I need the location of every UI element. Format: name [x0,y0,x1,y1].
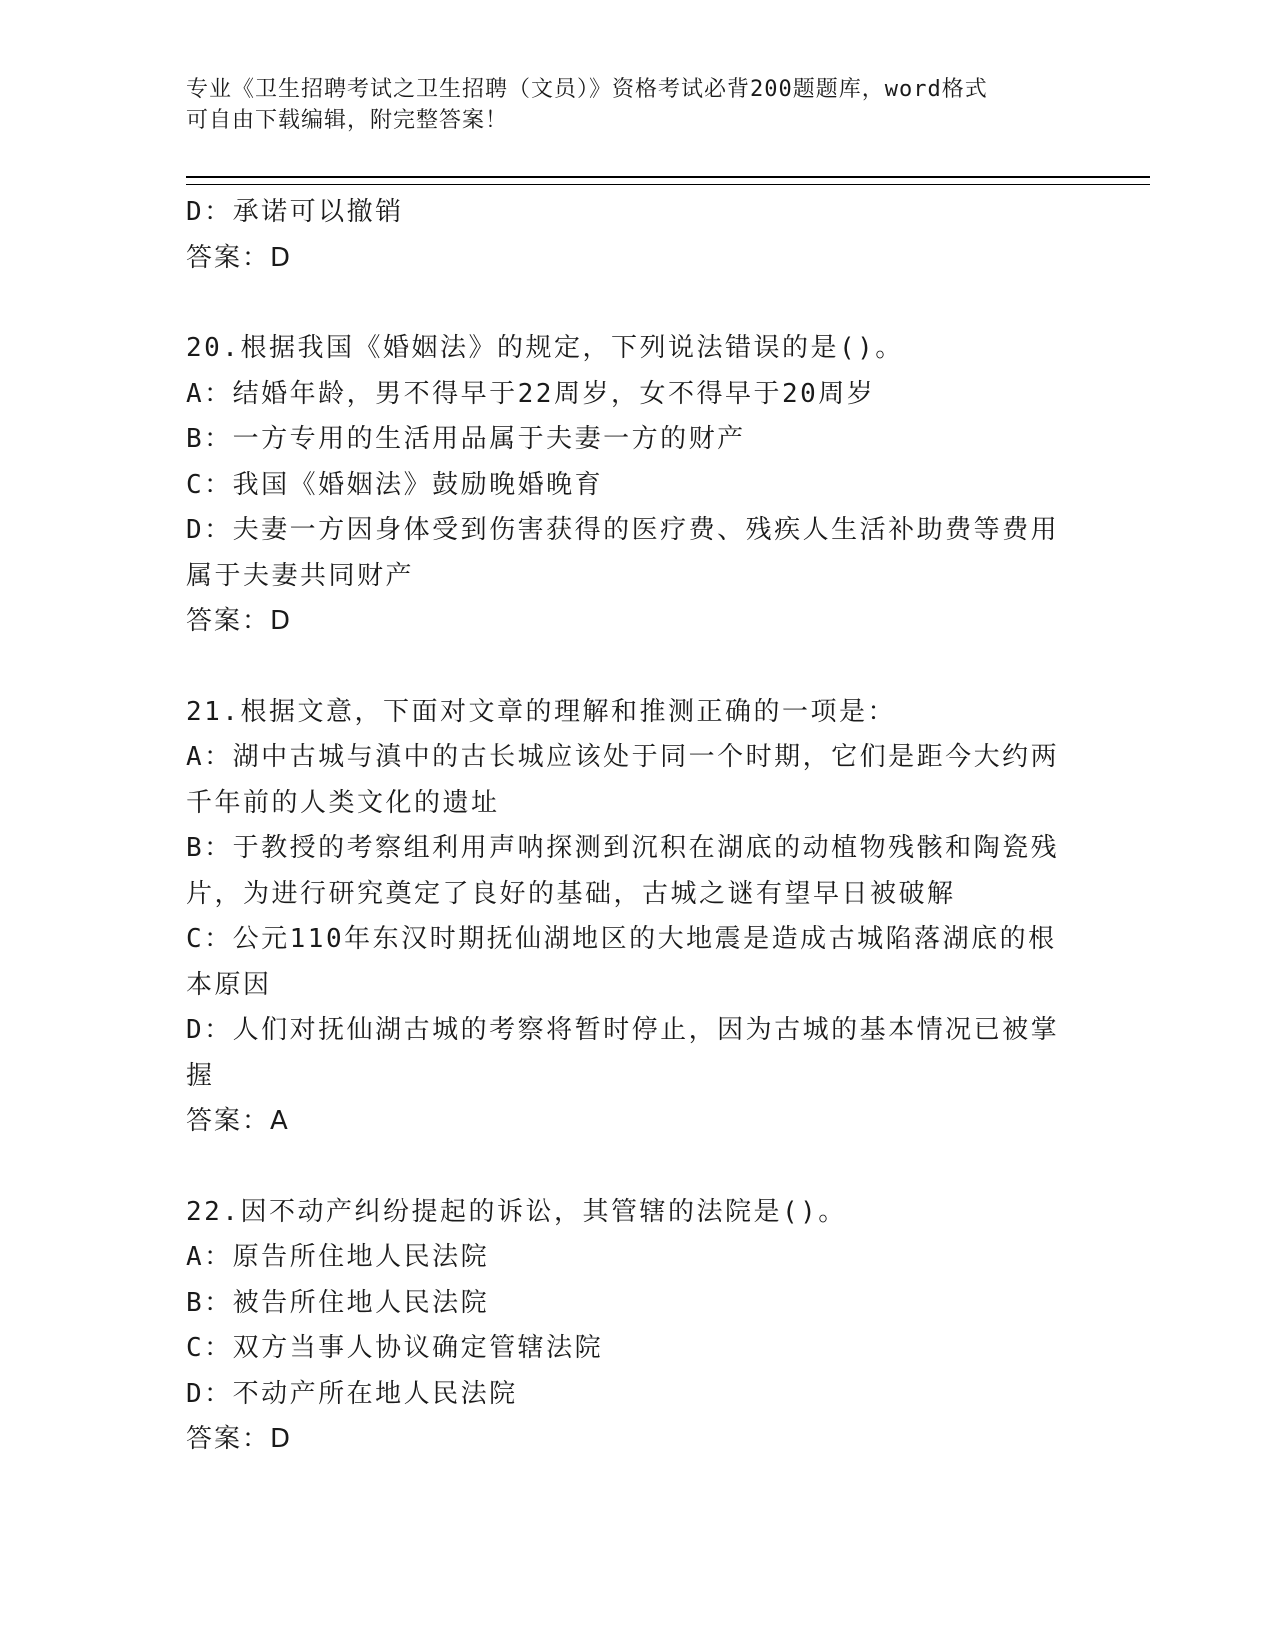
answer: 答案：D [186,1424,293,1454]
spacer [186,281,1066,326]
option-b: B：被告所住地人民法院 [186,1287,490,1318]
question-content [186,190,1066,1463]
question-stem: 20.根据我国《婚姻法》的规定，下列说法错误的是()。 [186,333,904,363]
spacer [186,645,1066,690]
header-line-2: 可自由下载编辑，附完整答案！ [186,108,509,133]
option-d: D：不动产所在地人民法院 [186,1378,518,1409]
option-c: C：我国《婚姻法》鼓励晚婚晚育 [186,469,604,500]
option-d: D：夫妻一方因身体受到伤害获得的医疗费、残疾人生活补助费等费用属于夫妻共同财产 [186,515,1060,591]
option-c: C：双方当事人协议确定管辖法院 [186,1333,604,1363]
answer: 答案：D [186,606,293,636]
option-c: C：公元110年东汉时期抚仙湖地区的大地震是造成古城陷落湖底的根本原因 [186,924,1057,1000]
option-a: A：原告所住地人民法院 [186,1242,490,1272]
question-stem: 22.因不动产纠纷提起的诉讼，其管辖的法院是()。 [186,1196,847,1227]
option-a: A：湖中古城与滇中的古长城应该处于同一个时期，它们是距今大约两千年前的人类文化的遗址 [186,742,1060,818]
header-line-1: 专业《卫生招聘考试之卫生招聘（文员）》资格考试必背200题题库，word格式 [186,77,988,102]
previous-question-option-d: D：承诺可以撤销 [186,197,404,227]
option-a: A：结婚年龄，男不得早于22周岁，女不得早于20周岁 [186,378,876,409]
question-20 [186,326,1066,645]
answer: 答案：A [186,1106,290,1136]
previous-question-answer: 答案：D [186,242,293,273]
option-b: B：于教授的考察组利用声呐探测到沉积在湖底的动植物残骸和陶瓷残片，为进行研究奠定了良好的基础，古城之谜有望早日被破解 [186,833,1060,909]
question-stem: 21.根据文意，下面对文章的理解和推测正确的一项是： [186,696,896,727]
question-22 [186,1190,1066,1463]
question-21 [186,690,1066,1145]
option-b: B：一方专用的生活用品属于夫妻一方的财产 [186,424,746,454]
option-d: D：人们对抚仙湖古城的考察将暂时停止，因为古城的基本情况已被掌握 [186,1015,1060,1091]
header-divider [186,176,1150,185]
page-header [186,74,1076,136]
spacer [186,1145,1066,1190]
